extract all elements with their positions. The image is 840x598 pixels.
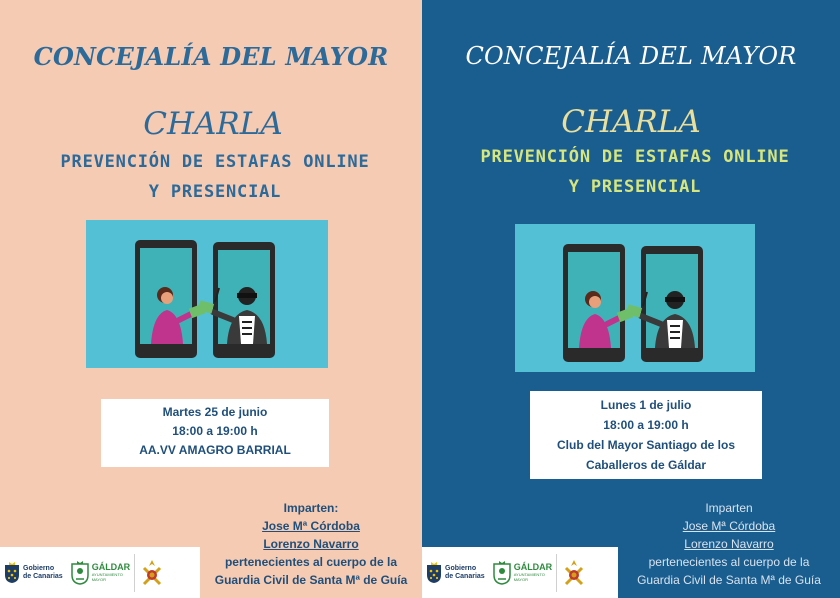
org-title: CONCEJALÍA DEL MAYOR bbox=[465, 42, 797, 70]
charla-heading: CHARLA bbox=[143, 106, 283, 142]
galdar-name: GÁLDAR bbox=[513, 562, 553, 572]
guardia-civil-emblem-icon bbox=[561, 558, 587, 588]
event-time: 18:00 a 19:00 h bbox=[172, 424, 258, 438]
charla-heading: CHARLA bbox=[561, 104, 701, 140]
subtitle-line2: Y PRESENCIAL bbox=[568, 177, 702, 197]
event-place: AA.VV AMAGRO BARRIAL bbox=[139, 443, 291, 457]
guardia-civil-logo bbox=[557, 547, 591, 598]
galdar-name: GÁLDAR bbox=[91, 562, 131, 572]
phone-scam-illustration-icon bbox=[86, 220, 328, 368]
affiliation-line1: pertenecientes al cuerpo de la bbox=[224, 555, 398, 569]
galdar-mayor: MAYOR bbox=[513, 577, 529, 582]
event-date: Lunes 1 de julio bbox=[600, 398, 692, 412]
subtitle-line1: PREVENCIÓN DE ESTAFAS ONLINE bbox=[480, 147, 790, 167]
event-time: 18:00 a 19:00 h bbox=[603, 418, 689, 432]
speaker-1: Jose Mª Córdoba bbox=[262, 519, 360, 533]
speakers-block bbox=[200, 499, 422, 589]
canarias-shield-icon bbox=[4, 562, 20, 584]
event-place-line2: Caballeros de Gáldar bbox=[585, 458, 707, 472]
galdar-logo bbox=[67, 547, 135, 598]
event-date: Martes 25 de junio bbox=[162, 405, 268, 419]
guardia-civil-logo bbox=[135, 547, 169, 598]
subtitle-line2: Y PRESENCIAL bbox=[148, 182, 282, 202]
canarias-shield-icon bbox=[426, 562, 442, 584]
galdar-sub: AYUNTAMIENTO bbox=[513, 572, 545, 577]
galdar-shield-icon bbox=[493, 561, 511, 585]
gobierno-canarias-logo bbox=[422, 547, 489, 598]
gobierno-line2: de Canarias bbox=[23, 572, 63, 580]
guardia-civil-emblem-icon bbox=[139, 558, 165, 588]
imparten-label: Imparten bbox=[705, 501, 753, 515]
gobierno-line1: Gobierno bbox=[445, 564, 477, 572]
event-place-line1: Club del Mayor Santiago de los bbox=[556, 438, 736, 452]
event-details-box bbox=[530, 391, 762, 479]
event-details-box bbox=[101, 399, 329, 467]
affiliation-line2: Guardia Civil de Santa Mª de Guía bbox=[214, 573, 408, 587]
phone-scam-illustration-icon bbox=[515, 224, 755, 372]
talk-subtitle bbox=[0, 147, 422, 207]
galdar-sub: AYUNTAMIENTO bbox=[91, 572, 123, 577]
org-title: CONCEJALÍA DEL MAYOR bbox=[33, 42, 389, 71]
imparten-label: Imparten: bbox=[283, 501, 339, 515]
affiliation-line2: Guardia Civil de Santa Mª de Guía bbox=[637, 573, 821, 587]
affiliation-line1: pertenecientes al cuerpo de la bbox=[648, 555, 810, 569]
gobierno-line2: de Canarias bbox=[445, 572, 485, 580]
speaker-2: Lorenzo Navarro bbox=[684, 537, 774, 551]
galdar-mayor: MAYOR bbox=[91, 577, 107, 582]
galdar-shield-icon bbox=[71, 561, 89, 585]
speaker-2: Lorenzo Navarro bbox=[263, 537, 359, 551]
gobierno-canarias-logo bbox=[0, 547, 67, 598]
gobierno-line1: Gobierno bbox=[23, 564, 55, 572]
subtitle-line1: PREVENCIÓN DE ESTAFAS ONLINE bbox=[60, 152, 370, 172]
speakers-block bbox=[618, 499, 840, 589]
sponsor-logos bbox=[422, 547, 618, 598]
right-poster bbox=[422, 0, 840, 598]
talk-subtitle bbox=[422, 142, 840, 202]
sponsor-logos bbox=[0, 547, 200, 598]
galdar-logo bbox=[489, 547, 557, 598]
speaker-1: Jose Mª Córdoba bbox=[682, 519, 776, 533]
